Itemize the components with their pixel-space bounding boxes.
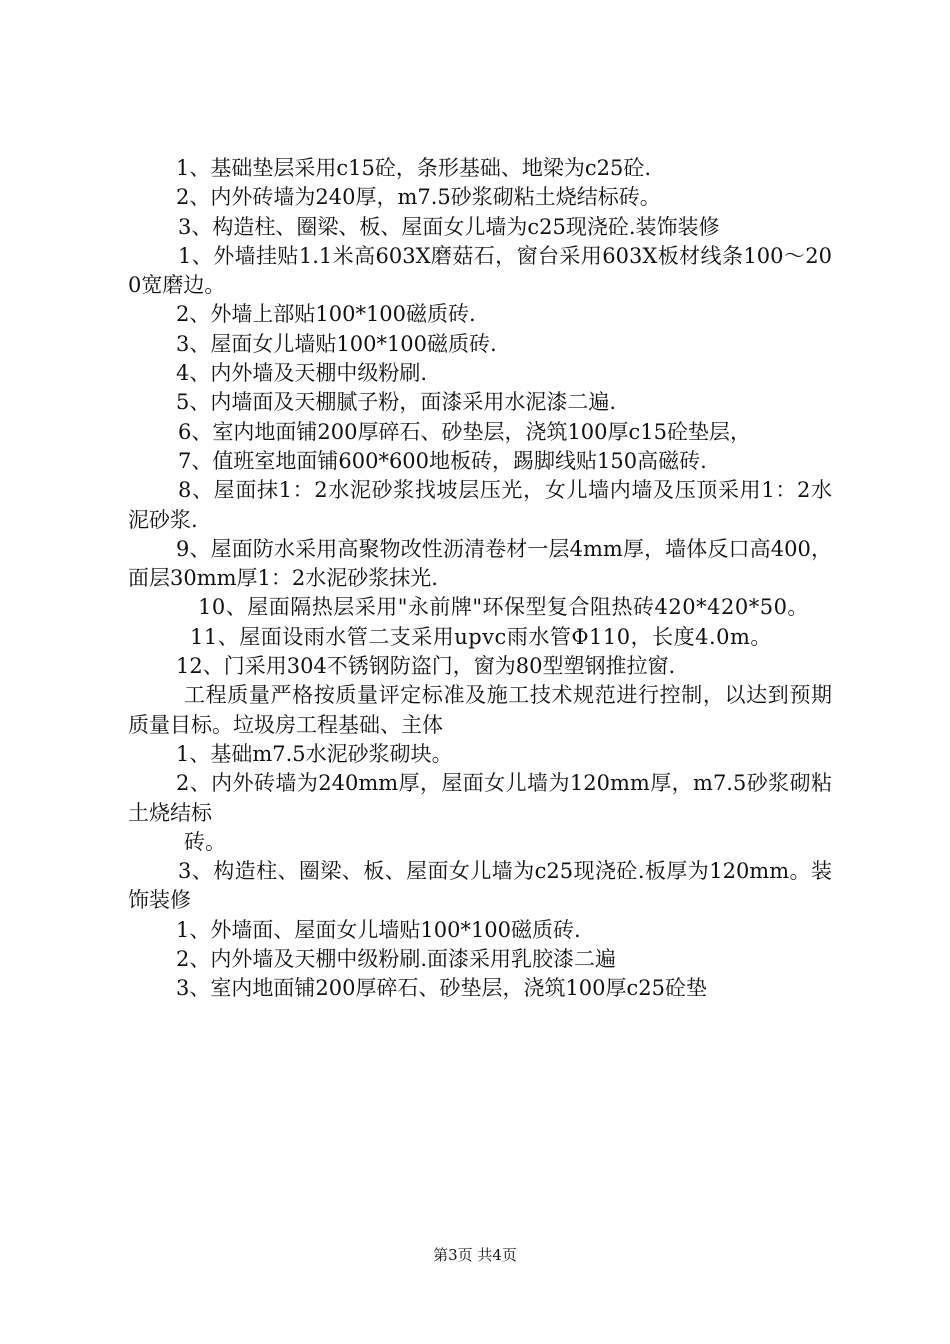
paragraph: 3、构造柱、圈梁、板、屋面女儿墙为c25现浇砼.板厚为120mm。装饰装修: [128, 859, 832, 913]
paragraph: 3、构造柱、圈梁、板、屋面女儿墙为c25现浇砼.装饰装修: [178, 214, 720, 239]
paragraph: 1、外墙面、屋面女儿墙贴100*100磁质砖.: [176, 917, 581, 942]
paragraph: 2、内外墙及天棚中级粉刷.面漆采用乳胶漆二遍: [176, 947, 617, 972]
paragraph: 3、室内地面铺200厚碎石、砂垫层，浇筑100厚c25砼垫: [176, 976, 708, 1001]
paragraph: 6、室内地面铺200厚碎石、砂垫层，浇筑100厚c15砼垫层，: [178, 419, 752, 444]
paragraph: 1、外墙挂贴1.1米高603X磨菇石，窗台采用603X板材线条100～200宽磨边。: [128, 243, 832, 298]
paragraph: 4、内外墙及天棚中级粉刷.: [176, 361, 428, 386]
paragraph: 5、内墙面及天棚腻子粉，面漆采用水泥漆二遍.: [176, 390, 617, 415]
paragraph: 1、基础m7.5水泥砂浆砌块。: [176, 741, 453, 766]
paragraph: 3、屋面女儿墙贴100*100磁质砖.: [176, 331, 497, 356]
paragraph: 9、屋面防水采用高聚物改性沥清卷材一层4mm厚，墙体反口高400，面层30mm厚1：2水泥砂浆抹光.: [128, 536, 832, 591]
paragraph: 12、门采用304不锈钢防盗门，窗为80型塑钢推拉窗.: [176, 654, 676, 679]
page-number-label: 第3页 共4页: [433, 1246, 517, 1264]
paragraph: 砖。: [184, 829, 226, 854]
paragraph: 11、屋面设雨水管二支采用upvc雨水管Φ110，长度4.0m。: [190, 624, 772, 649]
document-body: [128, 154, 832, 1004]
paragraph: 2、内外砖墙为240mm厚，屋面女儿墙为120mm厚，m7.5砂浆砌粘土烧结标: [128, 771, 832, 825]
paragraph: 8、屋面抹1：2水泥砂浆找坡层压光，女儿墙内墙及压顶采用1：2水泥砂浆.: [128, 478, 832, 532]
paragraph: 1、基础垫层采用c15砼，条形基础、地梁为c25砼.: [176, 156, 652, 180]
paragraph: 10、屋面隔热层采用"永前牌"环保型复合阻热砖420*420*50。: [198, 595, 809, 620]
paragraph: 工程质量严格按质量评定标准及施工技术规范进行控制，以达到预期质量目标。垃圾房工程基础、主体: [128, 683, 832, 737]
paragraph: 2、外墙上部贴100*100磁质砖.: [176, 302, 476, 327]
paragraph: 2、内外砖墙为240厚，m7.5砂浆砌粘土烧结标砖。: [176, 185, 661, 210]
page-footer: [0, 1244, 950, 1265]
paragraph: 7、值班室地面铺600*600地板砖，踢脚线贴150高磁砖.: [178, 448, 707, 473]
